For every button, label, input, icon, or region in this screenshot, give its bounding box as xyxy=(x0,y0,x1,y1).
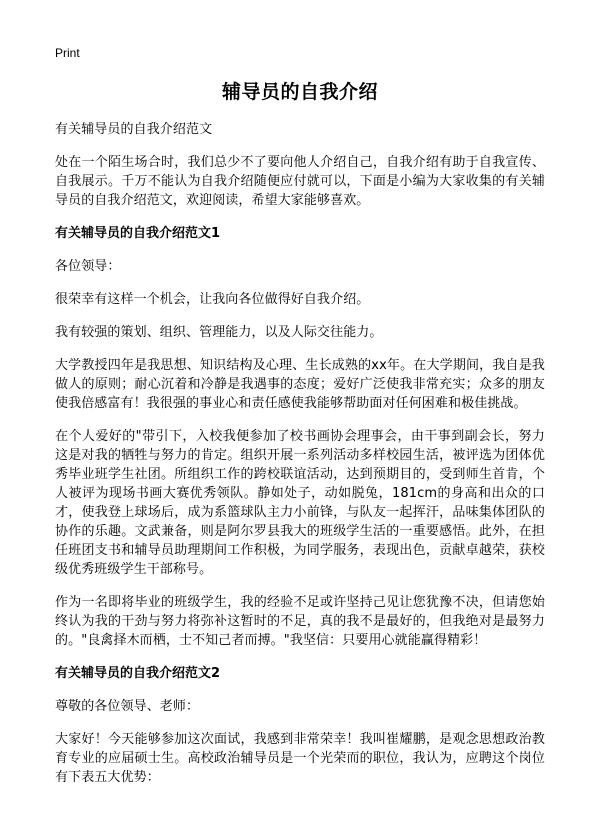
section1-paragraph: 我有较强的策划、组织、管理能力，以及人际交往能力。 xyxy=(55,325,383,340)
section1-paragraph: 作为一名即将毕业的班级学生，我的经验不足或许坚持己见让您犹豫不决，但请您始终认为我的干劲与努力将弥补这暂时的不足，真的我不是最好的，但我绝对是最努力的。"良禽择木而栖，士不知己者而搏。"我坚信：只要用心就能赢得精彩！ xyxy=(55,595,545,648)
section-heading-2: 有关辅导员的自我介绍范文2 xyxy=(55,666,221,681)
section-heading-1: 有关辅导员的自我介绍范文1 xyxy=(55,226,221,241)
intro-label: 有关辅导员的自我介绍范文 xyxy=(55,122,213,137)
section2-paragraph: 尊敬的各位领导、老师： xyxy=(55,699,200,714)
section1-paragraph: 很荣幸有这样一个机会，让我向各位做得好自我介绍。 xyxy=(55,292,370,307)
document-title: 辅导员的自我介绍 xyxy=(221,81,378,103)
section1-paragraph: 大学教授四年是我思想、知识结构及心理、生长成熟的xx年。在大学期间，我自是我做人的原则；耐心沉着和冷静是我遇事的态度；爱好广泛使我非常充实；众多的朋友使我倍感富有！我很强的事业心和责任感使我能够帮助面对任何困难和极佳挑战。 xyxy=(55,358,545,411)
section1-paragraph: 各位领导： xyxy=(55,259,121,274)
intro-paragraph: 处在一个陌生场合时，我们总少不了要向他人介绍自己，自我介绍有助于自我宣传、自我展示。千万不能认为自我介绍随便应付就可以，下面是小编为大家收集的有关辅导员的自我介绍范文，欢迎阅读，希望大家能够喜欢。 xyxy=(55,155,545,208)
document-body xyxy=(55,78,545,801)
print-link[interactable]: Print xyxy=(55,46,80,60)
section1-paragraph: 在个人爱好的"带引下，入校我便参加了校书画协会理事会，由干事到副会长，努力这是对我的牺牲与努力的肯定。组织开展一系列活动多样校园生活，被评选为团体优秀毕业班学生社团。所组织工作的跨校联谊活动，达到预期目的，受到师生首肯，个人被评为现场书画大赛优秀领队。静如处子，动如脱兔，181cm的身高和出众的口才，使我登上球场后，成为系篮球队主力小前锋，与队友一起挥汗，品味集体团队的协作的乐趣。文武兼备，则是阿尔罗县我大的班级学生活的一重要感悟。此外，在担任班团支书和辅导员助理期间工作积极，为同学服务，表现出色，贡献卓越荣，获校级优秀班级学生干部称号。 xyxy=(55,429,545,577)
section2-paragraph: 大家好！今天能够参加这次面试，我感到非常荣幸！我叫崔耀鹏，是观念思想政治教育专业的应届硕士生。高校政治辅导员是一个光荣而的职位，我认为，应聘这个岗位有下表五大优势： xyxy=(55,732,545,785)
